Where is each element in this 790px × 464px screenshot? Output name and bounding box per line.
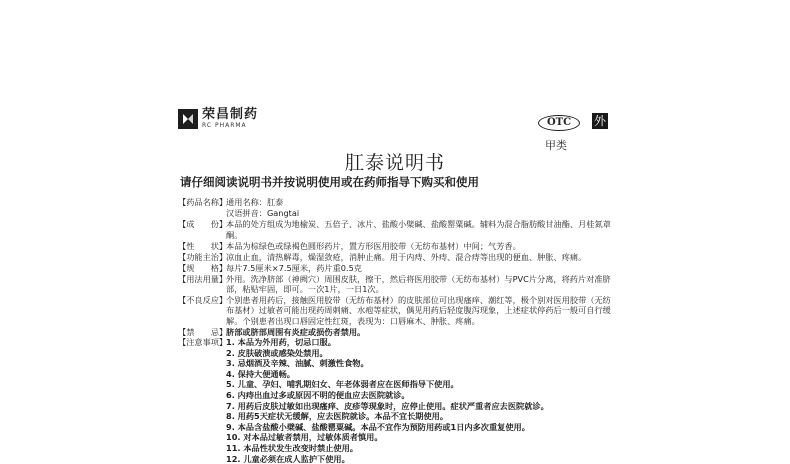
external-use-badge: 外 (593, 114, 606, 128)
section-indications (178, 252, 618, 263)
otc-type-label: 甲类 (545, 139, 567, 152)
section-label: 【成 份】 (178, 218, 228, 229)
section-adverse (178, 295, 618, 327)
section-text: 脐部或脐部周围有炎症或损伤者禁用。 (226, 326, 366, 337)
section-text: 个别患者用药后，接触医用胶带（无纺布基材）的皮肤部位可出现瘙痒、潮红等，极个别对医用胶带（无纺布基材）过敏者可能出现药周刺痛、水疱等症状，偶见用药后轻度腹泻现象，上述症状停药后一般可自行缓解。个别患者出现口唇固定性红斑，表现为：口唇麻木、肿胀、疼痛。 (226, 294, 611, 326)
section-name (178, 197, 618, 218)
list-item: 8. 用药5天症状无缓解，应去医院就诊。本品不宜长期使用。 (226, 411, 449, 422)
list-item: 11. 本品性状发生改变时禁止使用。 (226, 443, 358, 454)
instruction-table (178, 197, 618, 464)
company-logo (178, 108, 258, 129)
section-appearance (178, 241, 618, 252)
section-label: 【规 格】 (178, 262, 228, 273)
section-label: 【性 状】 (178, 240, 228, 251)
otc-badge: OTC (538, 115, 580, 131)
list-item: 7. 用药后皮肤过敏如出现瘙痒、皮疹等现象时，应停止使用。症状严重者应去医院就诊。 (226, 400, 549, 411)
section-text: 每片7.5厘米×7.5厘米，药片重0.5克 (226, 262, 362, 273)
list-item: 1. 本品为外用药，切忌口服。 (226, 337, 336, 348)
list-item: 12. 儿童必须在成人监护下使用。 (226, 453, 350, 464)
section-label: 【不良反应】 (178, 294, 228, 305)
section-label: 【药品名称】 (178, 197, 228, 207)
document-title: 肛泰说明书 (344, 152, 445, 174)
section-text: 外用。洗净脐部（神阙穴）周围皮肤，擦干，然后将医用胶带（无纺布基材）与PVC片分离，将药片对准脐部，粘贴牢固，即可。一次1片，一日1次。 (226, 273, 611, 295)
pinyin-name: 汉语拼音：Gangtai (226, 207, 300, 218)
section-precautions (178, 337, 618, 464)
section-contraindications (178, 327, 618, 338)
company-name-cn: 荣昌制药 (202, 107, 259, 122)
section-label: 【禁 忌】 (178, 326, 228, 337)
list-item: 3. 忌烟酒及辛辣、油腻、刺激性食物。 (226, 358, 369, 369)
list-item: 4. 保持大便通畅。 (226, 368, 295, 379)
section-dosage (178, 274, 618, 295)
section-text: 本品为棕绿色或绿褐色圆形药片，置方形医用胶带（无纺布基材）中间；气芳香。 (226, 240, 521, 251)
generic-name: 通用名称：肛泰 (226, 197, 284, 207)
list-item: 2. 皮肤破溃或感染处禁用。 (226, 347, 328, 358)
list-item: 5. 儿童、孕妇、哺乳期妇女、年老体弱者应在医师指导下使用。 (226, 379, 459, 390)
company-name-en: RC PHARMA (202, 122, 247, 129)
list-item: 9. 本品含盐酸小檗碱、盐酸罂粟碱。本品不宜作为预防用药或1日内多次重复使用。 (226, 421, 530, 432)
list-item: 6. 内痔出血过多或原因不明的便血应去医院就诊。 (226, 390, 410, 401)
company-logo-icon (178, 109, 198, 129)
document-subtitle: 请仔细阅读说明书并按说明使用或在药师指导下购买和使用 (180, 175, 479, 189)
section-ingredients (178, 219, 618, 240)
section-text: 本品的处方组成为地榆炭、五倍子、冰片、盐酸小檗碱、盐酸罂粟碱。辅料为混合脂肪酸甘油酯、月桂氮䓬酮。 (226, 218, 611, 240)
section-spec (178, 263, 618, 274)
section-label: 【功能主治】 (178, 251, 228, 262)
list-item: 10. 对本品过敏者禁用，过敏体质者慎用。 (226, 432, 383, 443)
section-text: 凉血止血，清热解毒，燥湿敛疮，消肿止痛。用于内痔、外痔、混合痔等出现的便血、肿胀、疼痛。 (226, 251, 587, 262)
section-label: 【用法用量】 (178, 273, 228, 284)
section-label: 【注意事项】 (178, 337, 228, 348)
